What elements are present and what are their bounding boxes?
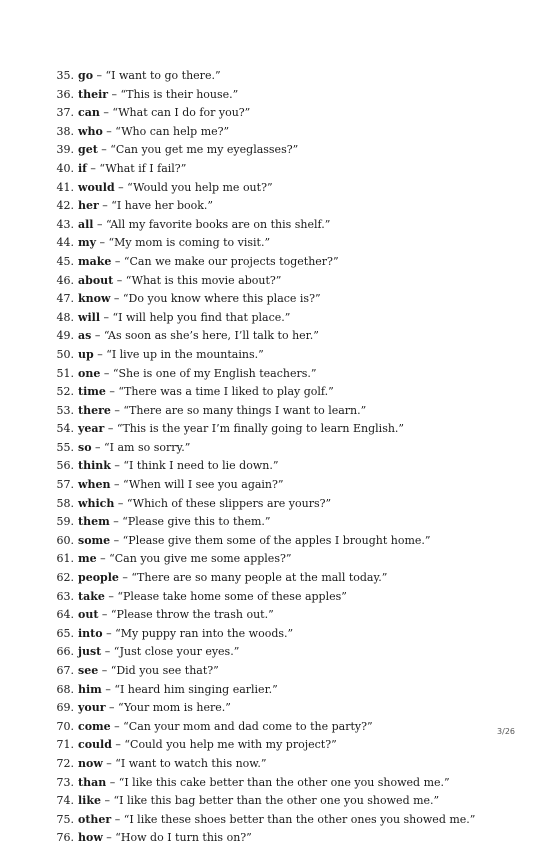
item-number: 73. bbox=[56, 775, 74, 789]
list-item bbox=[40, 86, 520, 105]
item-number: 65. bbox=[56, 626, 74, 640]
item-sentence: – “This is their house.” bbox=[108, 87, 239, 101]
word-list bbox=[40, 67, 520, 848]
list-item bbox=[40, 104, 520, 123]
list-item bbox=[40, 123, 520, 142]
item-word: your bbox=[78, 701, 106, 715]
item-word: than bbox=[78, 775, 107, 789]
item-number: 35. bbox=[56, 69, 74, 82]
item-number: 41. bbox=[56, 180, 74, 194]
list-item bbox=[40, 829, 520, 848]
list-item bbox=[40, 234, 520, 253]
item-word: some bbox=[78, 533, 111, 547]
item-number: 45. bbox=[56, 254, 74, 268]
item-word: now bbox=[78, 756, 103, 770]
item-sentence: – “Could you help me with my project?” bbox=[111, 738, 337, 752]
list-item bbox=[40, 383, 520, 402]
list-item bbox=[40, 718, 520, 737]
item-sentence: – “There are so many things I want to learn.” bbox=[110, 403, 367, 417]
item-number: 38. bbox=[56, 124, 74, 138]
list-item bbox=[40, 439, 520, 458]
item-word: see bbox=[78, 664, 99, 677]
item-sentence: – “I want to go there.” bbox=[93, 69, 221, 82]
item-word: just bbox=[78, 645, 102, 659]
item-word: as bbox=[78, 329, 92, 343]
list-item bbox=[40, 662, 520, 681]
item-word: their bbox=[78, 87, 109, 101]
item-number: 37. bbox=[56, 106, 74, 120]
item-number: 57. bbox=[56, 478, 74, 492]
item-word: will bbox=[78, 310, 101, 324]
list-item bbox=[40, 495, 520, 514]
item-sentence: – “What if I fail?” bbox=[86, 161, 187, 175]
item-word: think bbox=[78, 459, 111, 473]
item-sentence: – “What is this movie about?” bbox=[113, 273, 282, 287]
list-item bbox=[40, 197, 520, 216]
item-number: 64. bbox=[56, 608, 74, 622]
item-number: 68. bbox=[56, 682, 74, 696]
list-item bbox=[40, 643, 520, 662]
list-item bbox=[40, 792, 520, 811]
page-number: 3/26 bbox=[497, 727, 515, 736]
item-word: so bbox=[78, 440, 92, 454]
item-word: my bbox=[78, 236, 97, 250]
item-number: 43. bbox=[56, 217, 74, 231]
item-word: could bbox=[78, 738, 112, 752]
item-number: 61. bbox=[56, 552, 74, 566]
item-word: take bbox=[78, 589, 105, 603]
item-number: 50. bbox=[56, 347, 74, 361]
item-number: 69. bbox=[56, 701, 74, 715]
item-word: know bbox=[78, 292, 111, 306]
list-item bbox=[40, 457, 520, 476]
list-item bbox=[40, 811, 520, 830]
item-sentence: – “What can I do for you?” bbox=[99, 106, 251, 120]
item-word: which bbox=[78, 496, 115, 510]
list-item bbox=[40, 606, 520, 625]
item-sentence: – “When will I see you again?” bbox=[110, 478, 284, 492]
list-item bbox=[40, 253, 520, 272]
item-sentence: – “Please give this to them.” bbox=[109, 515, 271, 529]
item-number: 72. bbox=[56, 756, 74, 770]
list-item bbox=[40, 755, 520, 774]
item-number: 60. bbox=[56, 533, 74, 547]
item-sentence: – “My mom is coming to visit.” bbox=[96, 236, 271, 250]
item-word: go bbox=[78, 69, 94, 82]
item-number: 55. bbox=[56, 440, 74, 454]
item-word: out bbox=[78, 608, 99, 622]
item-word: time bbox=[78, 385, 106, 399]
list-item bbox=[40, 290, 520, 309]
item-word: there bbox=[78, 403, 111, 417]
item-word: make bbox=[78, 254, 112, 268]
list-item bbox=[40, 550, 520, 569]
item-sentence: – “Can you give me some apples?” bbox=[96, 552, 292, 566]
item-number: 49. bbox=[56, 329, 74, 343]
item-number: 44. bbox=[56, 236, 74, 250]
item-number: 53. bbox=[56, 403, 74, 417]
item-word: about bbox=[78, 273, 114, 287]
item-number: 74. bbox=[56, 794, 74, 808]
item-word: people bbox=[78, 571, 119, 585]
item-word: all bbox=[78, 217, 94, 231]
item-word: who bbox=[78, 124, 103, 138]
item-number: 67. bbox=[56, 664, 74, 677]
item-word: up bbox=[78, 347, 94, 361]
item-sentence: – “As soon as she’s here, I’ll talk to her.” bbox=[91, 329, 319, 343]
item-sentence: – “She is one of my English teachers.” bbox=[100, 366, 317, 380]
item-number: 51. bbox=[56, 366, 74, 380]
list-item bbox=[40, 513, 520, 532]
item-sentence: – “Which of these slippers are yours?” bbox=[114, 496, 332, 510]
item-word: get bbox=[78, 143, 98, 157]
item-sentence: – “I like these shoes better than the other ones you showed me.” bbox=[111, 812, 476, 826]
item-word: other bbox=[78, 812, 112, 826]
item-word: me bbox=[78, 552, 97, 566]
item-sentence: – “This is the year I’m finally going to learn English.” bbox=[104, 422, 405, 436]
item-sentence: – “Please take home some of these apples” bbox=[104, 589, 347, 603]
item-sentence: – “Can your mom and dad come to the party?” bbox=[110, 719, 373, 733]
item-number: 46. bbox=[56, 273, 74, 287]
list-item bbox=[40, 774, 520, 793]
list-item bbox=[40, 532, 520, 551]
item-sentence: – “Can you get me my eyeglasses?” bbox=[97, 143, 299, 157]
item-word: one bbox=[78, 366, 101, 380]
item-sentence: – “All my favorite books are on this shelf.” bbox=[93, 217, 331, 231]
item-sentence: – “My puppy ran into the woods.” bbox=[102, 626, 294, 640]
item-word: them bbox=[78, 515, 110, 529]
item-sentence: – “Would you help me out?” bbox=[114, 180, 273, 194]
item-number: 56. bbox=[56, 459, 74, 473]
item-number: 66. bbox=[56, 645, 74, 659]
list-item bbox=[40, 569, 520, 588]
list-item bbox=[40, 327, 520, 346]
item-sentence: – “I like this cake better than the other one you showed me.” bbox=[106, 775, 450, 789]
list-item bbox=[40, 309, 520, 328]
list-item bbox=[40, 699, 520, 718]
item-sentence: – “Please give them some of the apples I brought home.” bbox=[110, 533, 431, 547]
item-sentence: – “Your mom is here.” bbox=[105, 701, 231, 715]
item-sentence: – “How do I turn this on?” bbox=[102, 831, 252, 845]
list-item bbox=[40, 141, 520, 160]
item-word: him bbox=[78, 682, 102, 696]
list-item bbox=[40, 420, 520, 439]
item-number: 71. bbox=[56, 738, 74, 752]
list-item bbox=[40, 216, 520, 235]
item-sentence: – “Just close your eyes.” bbox=[101, 645, 240, 659]
item-word: if bbox=[78, 161, 87, 175]
item-sentence: – “I will help you find that place.” bbox=[100, 310, 291, 324]
item-number: 42. bbox=[56, 199, 74, 213]
item-number: 62. bbox=[56, 571, 74, 585]
item-number: 70. bbox=[56, 719, 74, 733]
item-word: come bbox=[78, 719, 111, 733]
list-item bbox=[40, 179, 520, 198]
item-number: 39. bbox=[56, 143, 74, 157]
list-item bbox=[40, 736, 520, 755]
list-item bbox=[40, 402, 520, 421]
item-word: year bbox=[78, 422, 105, 436]
list-item bbox=[40, 588, 520, 607]
item-sentence: – “I think I need to lie down.” bbox=[110, 459, 279, 473]
item-word: can bbox=[78, 106, 100, 120]
item-number: 47. bbox=[56, 292, 74, 306]
item-number: 36. bbox=[56, 87, 74, 101]
item-number: 54. bbox=[56, 422, 74, 436]
item-sentence: – “Did you see that?” bbox=[98, 664, 219, 677]
item-number: 48. bbox=[56, 310, 74, 324]
list-item bbox=[40, 365, 520, 384]
item-sentence: – “Please throw the trash out.” bbox=[98, 608, 274, 622]
item-number: 59. bbox=[56, 515, 74, 529]
item-sentence: – “I like this bag better than the other one you showed me.” bbox=[100, 794, 440, 808]
list-item bbox=[40, 346, 520, 365]
item-sentence: – “Can we make our projects together?” bbox=[111, 254, 339, 268]
item-sentence: – “I am so sorry.” bbox=[91, 440, 191, 454]
list-item bbox=[40, 67, 520, 86]
list-item bbox=[40, 625, 520, 644]
item-word: how bbox=[78, 831, 103, 845]
item-number: 52. bbox=[56, 385, 74, 399]
list-item bbox=[40, 476, 520, 495]
list-item bbox=[40, 272, 520, 291]
item-word: her bbox=[78, 199, 99, 213]
item-word: when bbox=[78, 478, 111, 492]
item-sentence: – “I want to watch this now.” bbox=[102, 756, 267, 770]
item-number: 40. bbox=[56, 161, 74, 175]
item-number: 75. bbox=[56, 812, 74, 826]
item-sentence: – “I have her book.” bbox=[98, 199, 214, 213]
item-word: would bbox=[78, 180, 115, 194]
item-word: into bbox=[78, 626, 103, 640]
item-number: 76. bbox=[56, 831, 74, 845]
item-sentence: – “There are so many people at the mall today.” bbox=[118, 571, 388, 585]
item-word: like bbox=[78, 794, 101, 808]
list-item bbox=[40, 681, 520, 700]
list-item bbox=[40, 160, 520, 179]
item-sentence: – “Who can help me?” bbox=[102, 124, 230, 138]
item-number: 63. bbox=[56, 589, 74, 603]
item-sentence: – “There was a time I liked to play golf.” bbox=[105, 385, 334, 399]
item-sentence: – “I live up in the mountains.” bbox=[93, 347, 264, 361]
item-sentence: – “Do you know where this place is?” bbox=[110, 292, 321, 306]
item-number: 58. bbox=[56, 496, 74, 510]
item-sentence: – “I heard him singing earlier.” bbox=[101, 682, 278, 696]
